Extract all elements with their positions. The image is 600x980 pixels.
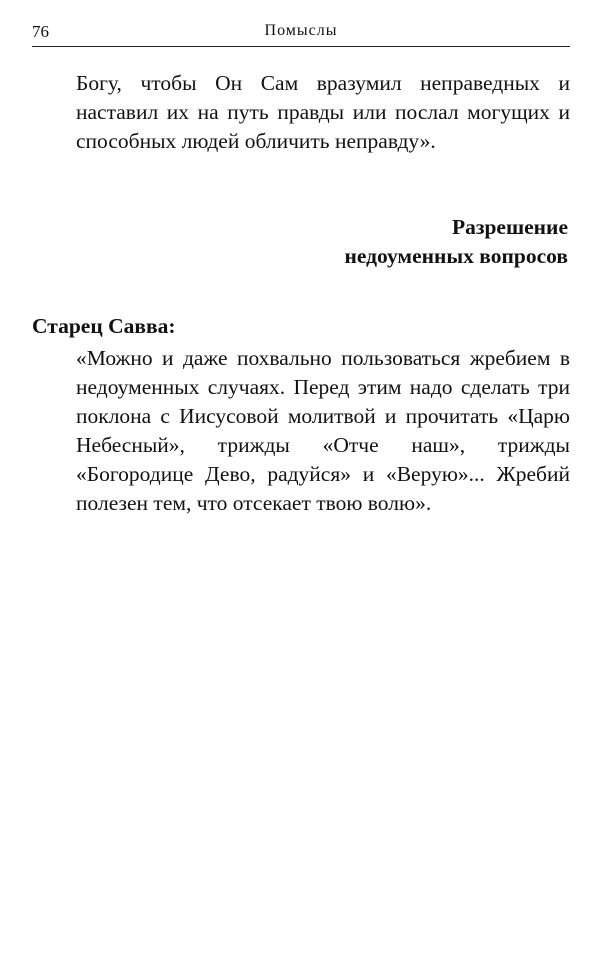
quote-paragraph: «Можно и даже похвально пользоваться жребием в недоуменных случаях. Перед этим надо сделать три поклона с Иисусовой молитвой и прочитать «Царю Небесный», трижды «Отче наш», трижды «Богородице Дево, радуйся» и «Верую»... Жребий полезен тем, что отсекает твою волю». bbox=[76, 346, 570, 515]
speaker-label: Старец Савва: bbox=[32, 314, 176, 338]
paragraph-continuation: Богу, чтобы Он Сам вразумил неправедных и наставил их на путь правды или послал могущих и способных людей обличить неправду». bbox=[76, 71, 570, 153]
running-header bbox=[32, 22, 570, 47]
section-heading bbox=[345, 213, 568, 271]
section-heading-line-1: Разрешение bbox=[451, 215, 568, 239]
section-heading-line-2: недоуменных вопросов bbox=[344, 244, 568, 268]
running-title: Помыслы bbox=[264, 22, 338, 39]
page-number: 76 bbox=[32, 22, 49, 41]
